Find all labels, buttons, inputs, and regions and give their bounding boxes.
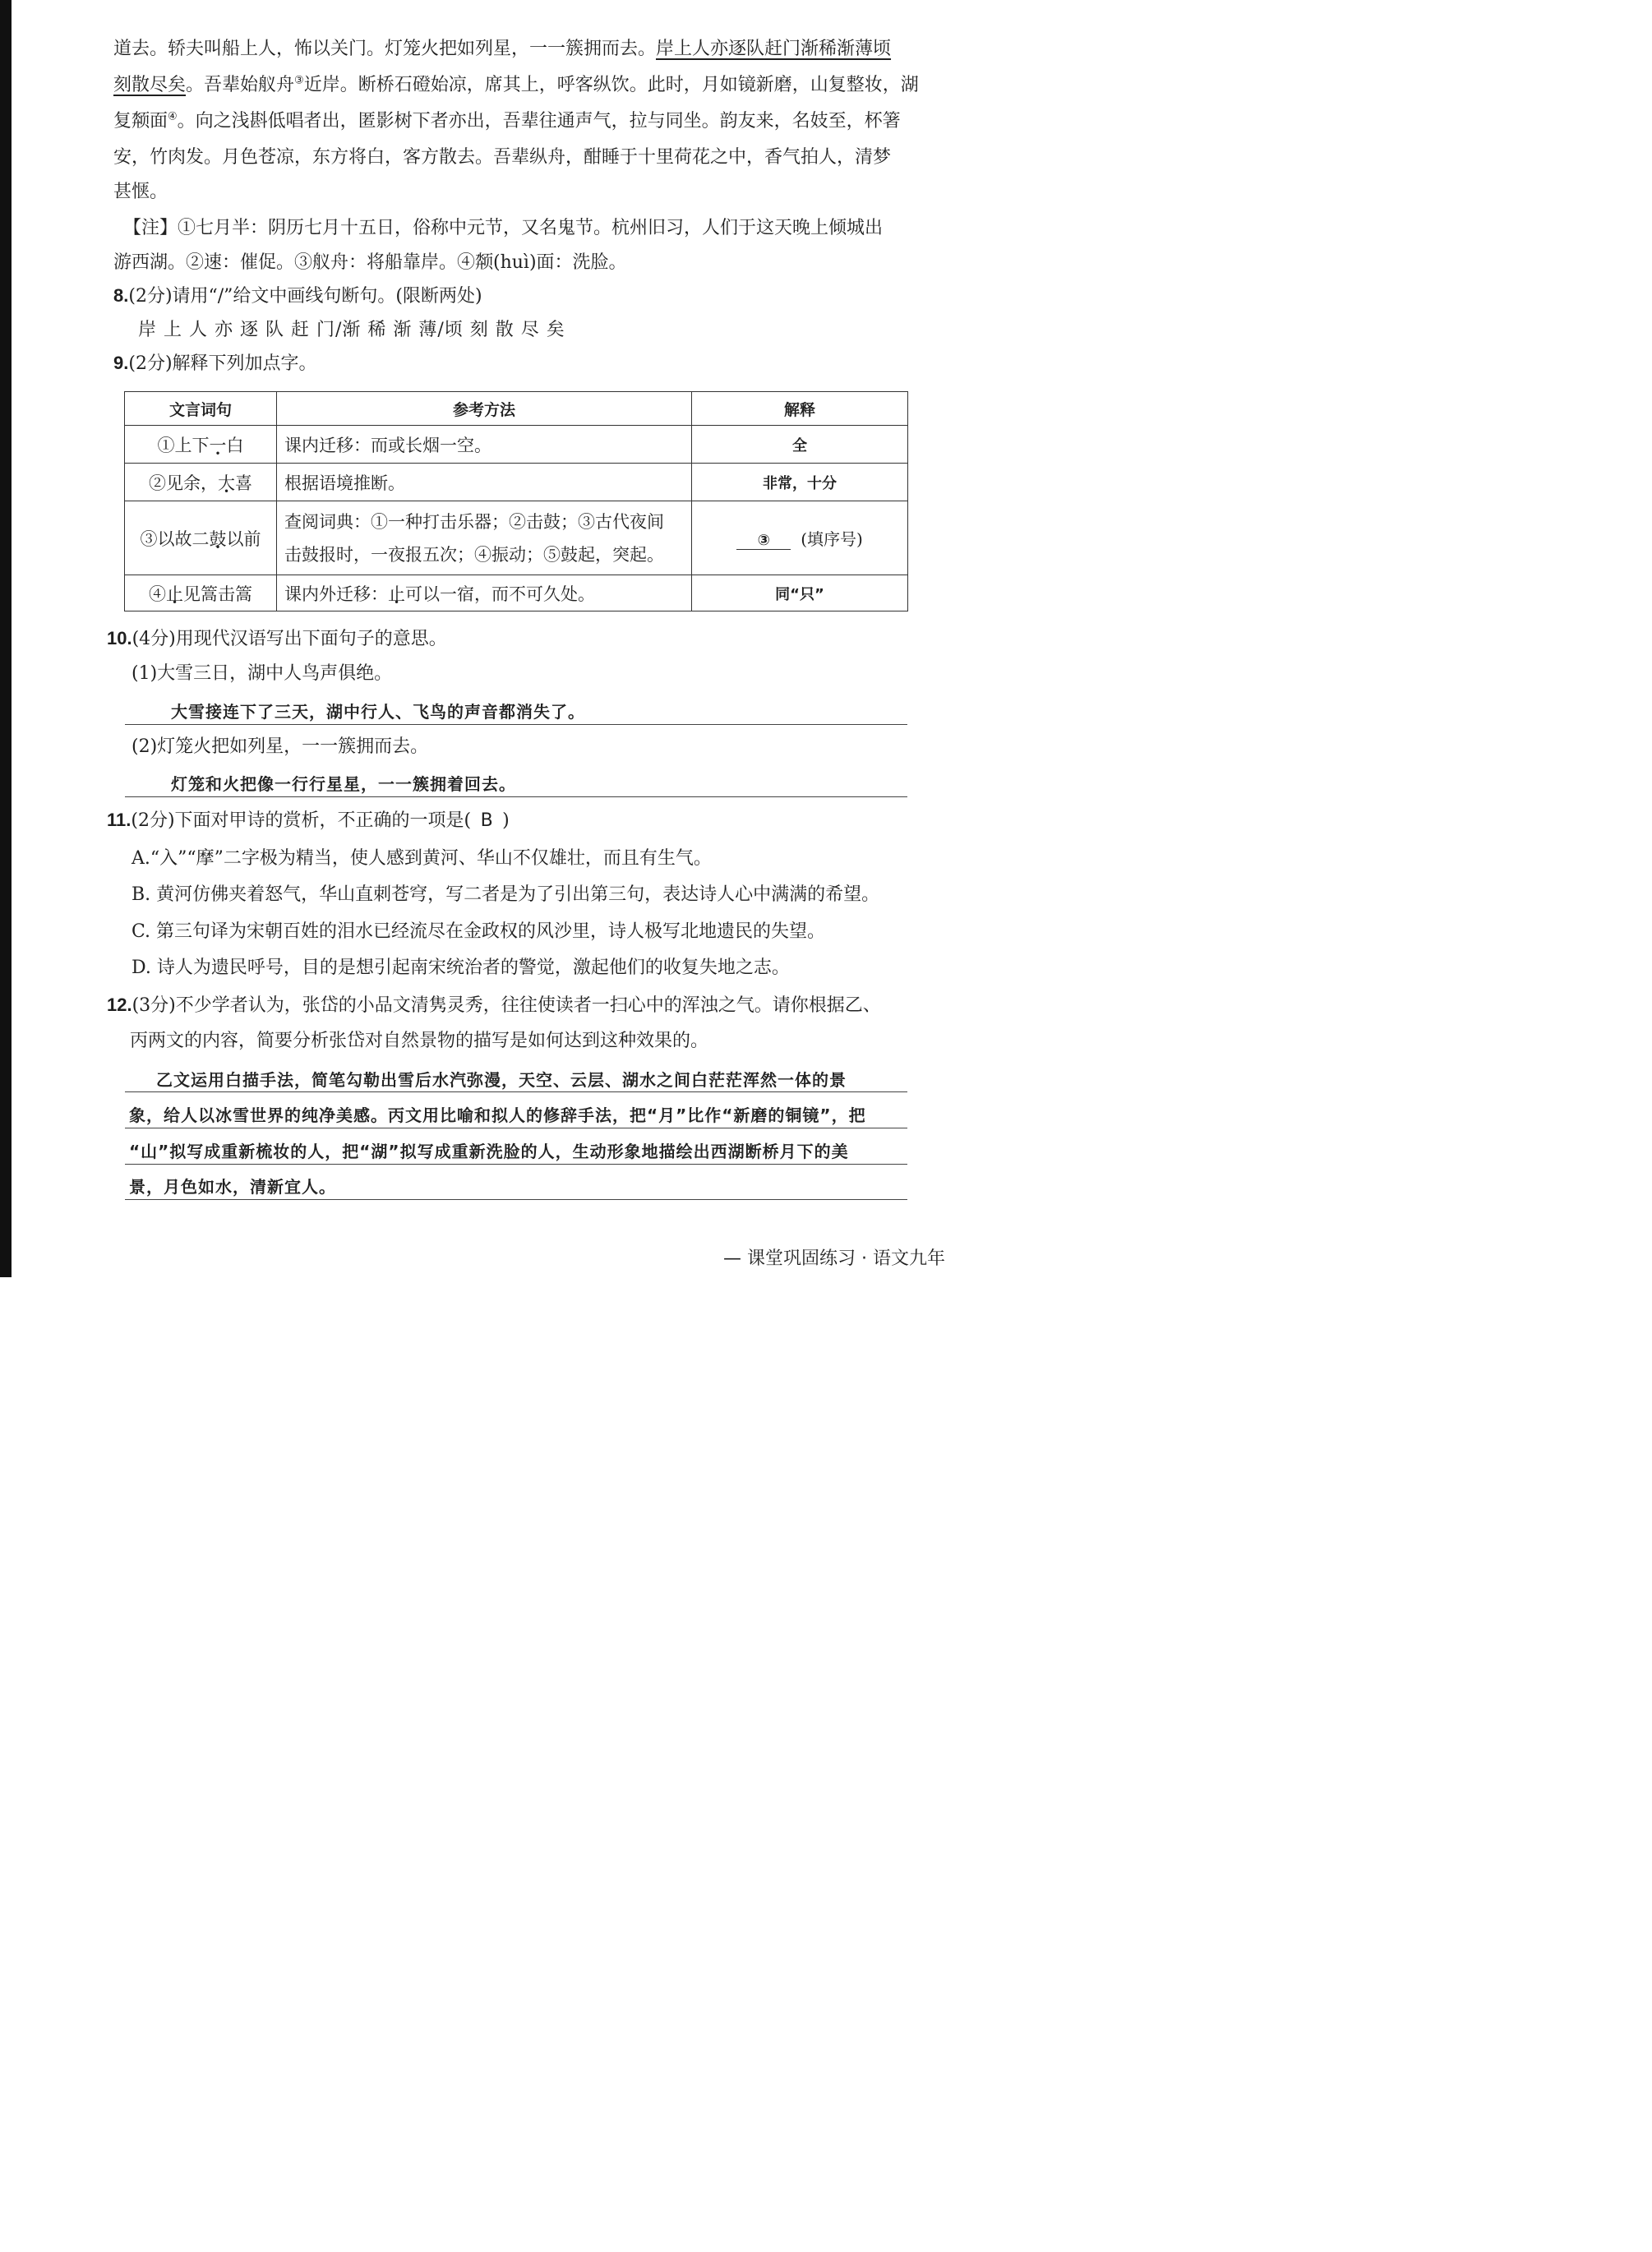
q12-answer-line-4: 景，月色如水，清新宜人。 [129, 1177, 336, 1197]
answer-line [125, 1164, 907, 1165]
answer-line [125, 724, 907, 725]
question-9: 9.(2分)解释下列加点字。 [113, 353, 317, 374]
dotted-char: 一 [209, 435, 227, 455]
dotted-char: 大 [218, 473, 235, 493]
col-header: 参考方法 [277, 392, 692, 426]
question-8: 8.(2分)请用“/”给文中画线句断句。(限断两处) [113, 285, 482, 307]
question-12: 12.(3分)不少学者认为，张岱的小品文清隽灵秀，往往使读者一扫心中的浑浊之气。请你根据乙、 [107, 994, 881, 1016]
col-header: 文言词句 [125, 392, 277, 426]
underlined-sentence: 岸上人亦逐队赶门渐稀渐薄顷 [656, 39, 892, 59]
q10-answer-1: 大雪接连下了三天，湖中行人、飞鸟的声音都消失了。 [171, 702, 585, 722]
q11-option-d: D. 诗人为遗民呼号，目的是想引起南宋统治者的警觉，激起他们的收复失地之志。 [132, 958, 790, 978]
page-footer: — 课堂巩固练习 · 语文九年 [723, 1248, 945, 1269]
q11-answer: B [480, 810, 493, 831]
q12-answer-line-1: 乙文运用白描手法，简笔勾勒出雪后水汽弥漫，天空、云层、湖水之间白茫茫浑然一体的景 [156, 1070, 847, 1090]
q10-sentence-2: (2)灯笼火把如列星，一一簇拥而去。 [132, 736, 429, 757]
handwritten-answer: 非常，十分 [692, 464, 908, 501]
q11-option-b: B. 黄河仿佛夹着怒气，华山直刺苍穹，写二者是为了引出第三句，表达诗人心中满满的希望。 [132, 884, 880, 905]
passage-line-1: 道去。轿夫叫船上人，怖以关门。灯笼火把如列星，一一簇拥而去。岸上人亦逐队赶门渐稀渐薄顷 [113, 39, 892, 59]
note-line-2: 游西湖。②速：催促。③舣舟：将船靠岸。④颒(huì)面：洗脸。 [113, 252, 627, 273]
binding-edge [0, 0, 12, 1277]
passage-line-2: 刻散尽矣。吾辈始舣舟③近岸。断桥石磴始凉，席其上，呼客纵饮。此时，月如镜新磨，山复整妆，湖 [113, 74, 919, 95]
q10-answer-2: 灯笼和火把像一行行星星，一一簇拥着回去。 [171, 774, 516, 794]
question-10: 10.(4分)用现代汉语写出下面句子的意思。 [107, 628, 447, 649]
handwritten-answer: 同“只” [692, 575, 908, 611]
col-header: 解释 [692, 392, 908, 426]
question-12-line-2: 丙两文的内容，简要分析张岱对自然景物的描写是如何达到这种效果的。 [130, 1031, 709, 1051]
dotted-char: 止 [388, 584, 405, 604]
passage-line-5: 甚惬。 [113, 182, 168, 202]
handwritten-answer: 全 [692, 426, 908, 464]
passage-line-3: 复颒面④。向之浅斟低唱者出，匿影树下者亦出，吾辈往通声气，拉与同坐。韵友来，名妓至，杯箸 [113, 110, 901, 132]
dotted-char: 鼓 [209, 528, 227, 549]
q8-answer: 岸 上 人 亦 逐 队 赶 门/渐 稀 渐 薄/顷 刻 散 尽 矣 [138, 320, 565, 340]
answer-line [125, 1199, 907, 1200]
table-row: ①上下一白 课内迁移：而或长烟一空。 全 [125, 426, 908, 464]
note-line-1: 【注】①七月半：阴历七月十五日，俗称中元节，又名鬼节。杭州旧习，人们于这天晚上倾城出 [123, 218, 884, 238]
table-row: ④止见篙击篙 课内外迁移：止可以一宿，而不可久处。 同“只” [125, 575, 908, 611]
handwritten-answer: ③ [736, 532, 791, 550]
q9-table [124, 391, 908, 611]
q12-answer-line-3: “山”拟写成重新梳妆的人，把“湖”拟写成重新洗脸的人，生动形象地描绘出西湖断桥月下的美 [129, 1142, 849, 1161]
answer-line [125, 796, 907, 797]
table-row: ③以故二鼓以前 查阅词典：①一种打击乐器；②击鼓；③古代夜间 击鼓报时，一夜报五次；④振动；⑤鼓起，突起。 ③ (填序号) [125, 501, 908, 575]
question-11: 11.(2分)下面对甲诗的赏析，不正确的一项是( B ) [107, 810, 510, 831]
q10-sentence-1: (1)大雪三日，湖中人鸟声俱绝。 [132, 663, 393, 684]
passage-line-4: 安，竹肉发。月色苍凉，东方将白，客方散去。吾辈纵舟，酣睡于十里荷花之中，香气拍人，清梦 [113, 147, 892, 168]
table-row: ②见余，大喜 根据语境推断。 非常，十分 [125, 464, 908, 501]
dotted-char: 止 [166, 584, 183, 604]
answer-line [125, 1091, 907, 1092]
q11-option-c: C. 第三句译为宋朝百姓的泪水已经流尽在金政权的风沙里，诗人极写北地遗民的失望。 [132, 921, 826, 942]
q11-option-a: A.“入”“摩”二字极为精当，使人感到黄河、华山不仅雄壮，而且有生气。 [132, 848, 712, 869]
q12-answer-line-2: 象，给人以冰雪世界的纯净美感。丙文用比喻和拟人的修辞手法，把“月”比作“新磨的铜镜”，把 [129, 1105, 866, 1125]
